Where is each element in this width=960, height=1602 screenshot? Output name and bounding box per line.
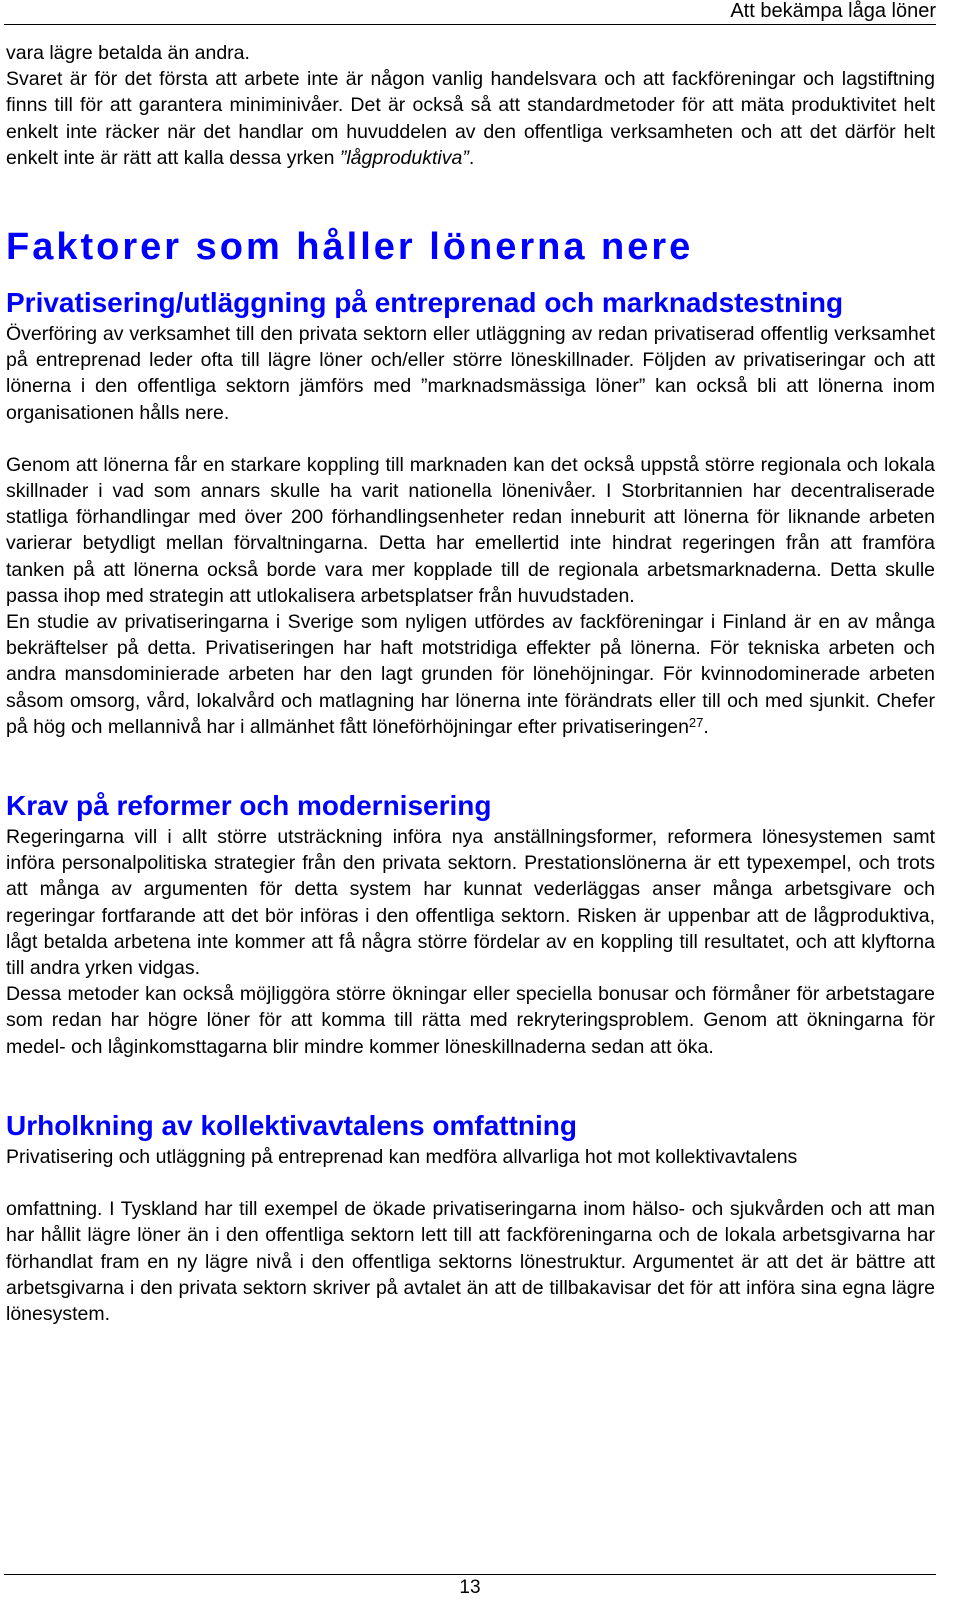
intro-paragraph-1: vara lägre betalda än andra. (6, 42, 250, 64)
paragraph-reformer-1: Regeringarna vill i allt större utsträckning införa nya anställningsformer, reformera lönesystemen samt införa personalpolitiska strategier från den privata sektorn. Prestationslönerna är ett typexempel, och trots att många av argumenten för detta system har kunnat vederläggas anser många arbetsgivare och regeringar fortfarande att det bör införas i den offentliga sektorn. Risken är uppenbar att de lågproduktiva, lågt betalda arbetena inte kommer att få några större fördelar av en koppling till resultatet, och att klyftorna till andra yrken vidgas. (6, 826, 935, 980)
subheading-reformer: Krav på reformer och modernisering (6, 790, 492, 822)
section-heading: Faktorer som håller lönerna nere (6, 226, 694, 269)
paragraph-reformer-2: Dessa metoder kan också möjliggöra större ökningar eller speciella bonusar och förmåner för arbetstagare som redan har högre löner för att komma till rätta med rekryteringsproblem. Genom att ökningarna för medel- och låginkomsttagarna blir mindre kommer löneskillnaderna sedan att öka. (6, 983, 935, 1058)
intro-italic-term: ”lågproduktiva” (339, 146, 469, 169)
intro-end: . (468, 146, 475, 169)
paragraph-privatisering-3 (6, 609, 935, 740)
paragraph-privatisering-2: Genom att lönerna får en starkare koppling till marknaden kan det också uppstå större regionala och lokala skillnader i vad som annars skulle ha varit nationella lönenivåer. I Storbritannien har decentraliserade statliga förhandlingar med över 200 förhandlingsenheter redan inneburit att lönerna för liknande arbeten varierar betydligt mellan förvaltningarna. Detta har emellertid inte hindrat regeringen från att framföra tanken på att lönerna också borde vara mer kopplade till de regionala arbetsmarknaderna. Detta skulle passa ihop med strategin att utlokalisera arbetsplatser från huvudstaden. (6, 453, 935, 607)
subheading-kollektivavtal: Urholkning av kollektivavtalens omfattning (6, 1109, 578, 1141)
header-rule (4, 24, 936, 25)
subheading-privatisering: Privatisering/utläggning på entreprenad och marknadstestning (6, 287, 844, 319)
page-number: 13 (459, 1577, 481, 1598)
intro-paragraph-2 (6, 66, 935, 171)
running-header: Att bekämpa låga löner (730, 0, 936, 22)
paragraph-kollektivavtal-1: Privatisering och utläggning på entreprenad kan medföra allvarliga hot mot kollektivavtalens (6, 1145, 798, 1168)
footnote-reference: 27 (688, 714, 704, 730)
paragraph-end: . (703, 715, 709, 738)
paragraph-privatisering-1: Överföring av verksamhet till den privata sektorn eller utläggning av redan privatiserad offentlig verksamhet på entreprenad leder ofta till lägre löner och/eller större löneskillnader. Följden av privatiseringar och att lönerna i den offentliga sektorn jämförs med ”marknadsmässiga löner” kan också bli att lönerna inom organisationen hålls nere. (6, 323, 935, 424)
footer-rule (4, 1574, 936, 1575)
intro-text: Svaret är för det första att arbete inte är någon vanlig handelsvara och att fackföreningar och lagstiftning finns till för att garantera miniminivåer. Det är också så att standardmetoder för att mäta produktivitet helt enkelt inte räcker när det handlar om huvuddelen av den offentliga verksamheten och att det därför helt enkelt inte är rätt att kalla dessa yrken (6, 68, 935, 169)
paragraph-kollektivavtal-2: omfattning. I Tyskland har till exempel de ökade privatiseringarna inom hälso- och sjukvården och att man har hållit lägre löner än i den offentliga sektorn lett till att fackföreningarna och de lokala arbetsgivarna har förhandlat fram en ny lägre nivå i den offentliga sektorns lönestruktur. Argumentet är att det är bättre att arbetsgivarna i den privata sektorn skriver på avtalet än att de tillbakavisar det för att införa sina egna lägre lönesystem. (6, 1198, 935, 1325)
paragraph-text: En studie av privatiseringarna i Sverige som nyligen utfördes av fackföreningar i Finland är en av många bekräftelser på detta. Privatiseringen har haft motstridiga effekter på lönerna. För tekniska arbeten och andra mansdominierade arbeten har den lagt grunden för lönehöjningar. För kvinnodominerade arbeten såsom omsorg, vård, lokalvård och matlagning har lönerna inte förändrats eller till och med sjunkit. Chefer på hög och mellannivå har i allmänhet fått löneförhöjningar efter privatiseringen (6, 611, 935, 738)
page-content (6, 40, 935, 1327)
